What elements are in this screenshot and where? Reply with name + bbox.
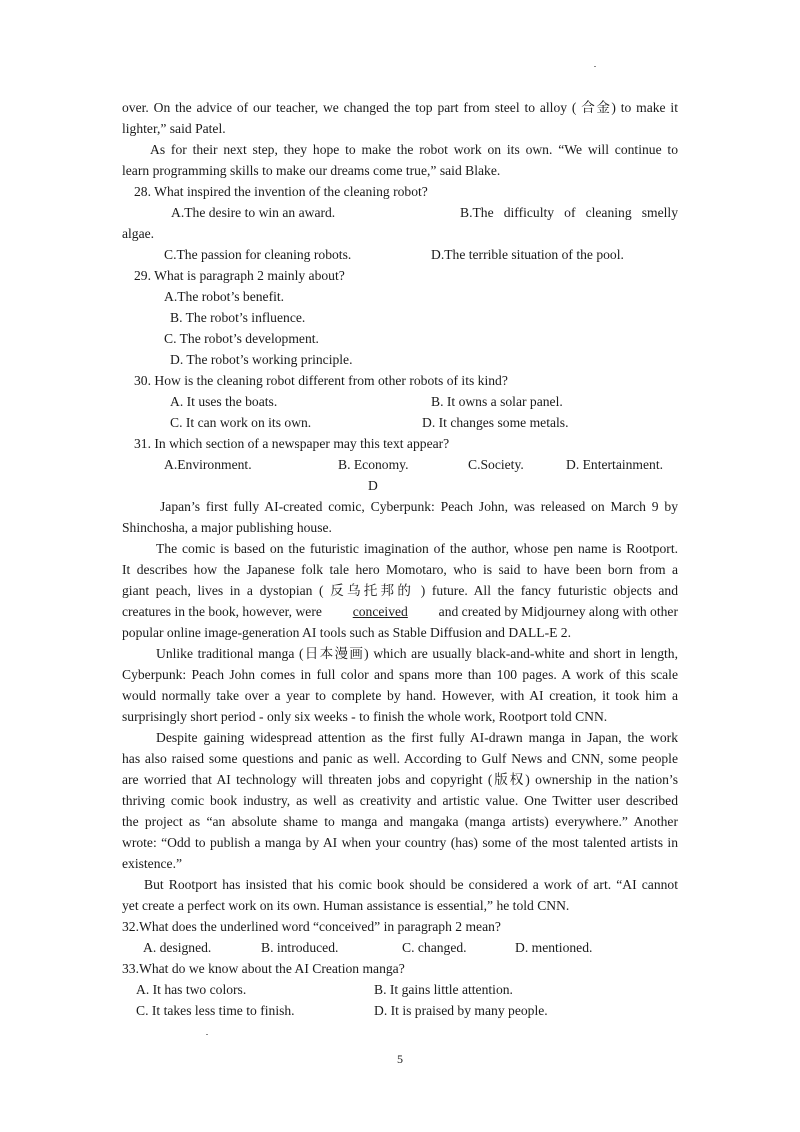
passage-d-line: surprisingly short period - only six weeks - to finish the whole work, Rootport told CNN. <box>122 709 608 724</box>
question-28-option-b: B.The difficulty of cleaning smelly <box>460 205 678 220</box>
question-30-stem: 30. How is the cleaning robot different from other robots of its kind? <box>134 373 508 388</box>
passage-d-line: Despite gaining widespread attention as the first fully AI-drawn manga in Japan, the work <box>156 730 678 745</box>
question-28-stem: 28. What inspired the invention of the cleaning robot? <box>134 184 428 199</box>
passage-c-line: As for their next step, they hope to make the robot work on its own. “We will continue to <box>150 142 678 157</box>
passage-d-line: But Rootport has insisted that his comic book should be considered a work of art. “AI cannot <box>144 877 678 892</box>
passage-d-line: Shinchosha, a major publishing house. <box>122 520 332 535</box>
passage-d-line: existence.” <box>122 856 183 871</box>
scan-speck <box>594 66 596 67</box>
section-heading: D <box>368 478 378 493</box>
question-31-option-c: C.Society. <box>468 457 524 472</box>
passage-d-line: has also raised some questions and panic as well. According to Gulf News and CNN, some people <box>122 751 678 766</box>
question-30-option-d: D. It changes some metals. <box>422 415 569 430</box>
passage-d-line: Unlike traditional manga (日本漫画) which are usually black-and-white and short in length, <box>156 646 678 661</box>
question-33-stem: 33.What do we know about the AI Creation manga? <box>122 961 405 976</box>
question-33-option-a: A. It has two colors. <box>136 982 247 997</box>
question-29-option-b: B. The robot’s influence. <box>170 310 306 325</box>
passage-d-line: Japan’s first fully AI-created comic, Cyberpunk: Peach John, was released on March 9 by <box>160 499 678 514</box>
passage-d-line: the project as “an absolute shame to manga and mangaka (manga artists) everywhere.” Another <box>122 814 678 829</box>
passage-d-text: and created by Midjourney along with other <box>438 604 678 619</box>
question-32-option-b: B. introduced. <box>261 940 339 955</box>
question-29-option-c: C. The robot’s development. <box>164 331 319 346</box>
question-28-option-b-continued: algae. <box>122 226 155 241</box>
passage-c-line: learn programming skills to make our dreams come true,” said Blake. <box>122 163 501 178</box>
question-29-option-a: A.The robot’s benefit. <box>164 289 285 304</box>
question-29-option-d: D. The robot’s working principle. <box>170 352 353 367</box>
passage-d-line: popular online image-generation AI tools such as Stable Diffusion and DALL-E 2. <box>122 625 571 640</box>
passage-d-line: giant peach, lives in a dystopian ( 反乌托邦的 ) future. All the fancy futuristic objects and <box>122 583 678 598</box>
question-30-option-b: B. It owns a solar panel. <box>431 394 563 409</box>
question-32-stem: 32.What does the underlined word “conceived” in paragraph 2 mean? <box>122 919 501 934</box>
question-28-option-c: C.The passion for cleaning robots. <box>164 247 352 262</box>
question-33-option-d: D. It is praised by many people. <box>374 1003 548 1018</box>
passage-d-line: The comic is based on the futuristic imagination of the author, whose pen name is Rootport. <box>156 541 678 556</box>
question-29-stem: 29. What is paragraph 2 mainly about? <box>134 268 345 283</box>
passage-d-line: are worried that AI technology will threaten jobs and copyright (版权) ownership in the nation’s <box>122 772 678 787</box>
scan-speck <box>206 1034 208 1035</box>
passage-d-line-with-underline <box>122 602 678 622</box>
passage-c-line: over. On the advice of our teacher, we changed the top part from steel to alloy ( 合金) to make it <box>122 100 678 115</box>
passage-d-line: wrote: “Odd to publish a manga by AI when your country (has) some of the most talented artists in <box>122 835 678 850</box>
question-32-option-a: A. designed. <box>143 940 212 955</box>
question-32-option-c: C. changed. <box>402 940 467 955</box>
passage-c-line: lighter,” said Patel. <box>122 121 226 136</box>
question-30-option-c: C. It can work on its own. <box>170 415 312 430</box>
question-31-option-a: A.Environment. <box>164 457 252 472</box>
question-31-stem: 31. In which section of a newspaper may this text appear? <box>134 436 450 451</box>
passage-d-line: would normally take over a year to complete by hand. However, with AI creation, it took him a <box>122 688 678 703</box>
question-31-option-b: B. Economy. <box>338 457 409 472</box>
passage-d-text: creatures in the book, however, were <box>122 604 322 619</box>
underlined-word-conceived: conceived <box>352 604 408 619</box>
question-33-option-b: B. It gains little attention. <box>374 982 513 997</box>
question-30-option-a: A. It uses the boats. <box>170 394 278 409</box>
question-32-option-d: D. mentioned. <box>515 940 593 955</box>
page-number: 5 <box>397 1052 403 1066</box>
passage-d-line: It describes how the Japanese folk tale hero Momotaro, who is said to have been born from a <box>122 562 678 577</box>
passage-d-line: yet create a perfect work on its own. Human assistance is essential,” he told CNN. <box>122 898 570 913</box>
question-33-option-c: C. It takes less time to finish. <box>136 1003 295 1018</box>
passage-d-line: Cyberpunk: Peach John comes in full color and spans more than 100 pages. A work of this scale <box>122 667 678 682</box>
question-31-option-d: D. Entertainment. <box>566 457 664 472</box>
passage-d-line: thriving comic book industry, as well as creativity and artistic value. One Twitter user described <box>122 793 678 808</box>
question-28-option-a: A.The desire to win an award. <box>171 205 336 220</box>
question-28-option-d: D.The terrible situation of the pool. <box>431 247 624 262</box>
